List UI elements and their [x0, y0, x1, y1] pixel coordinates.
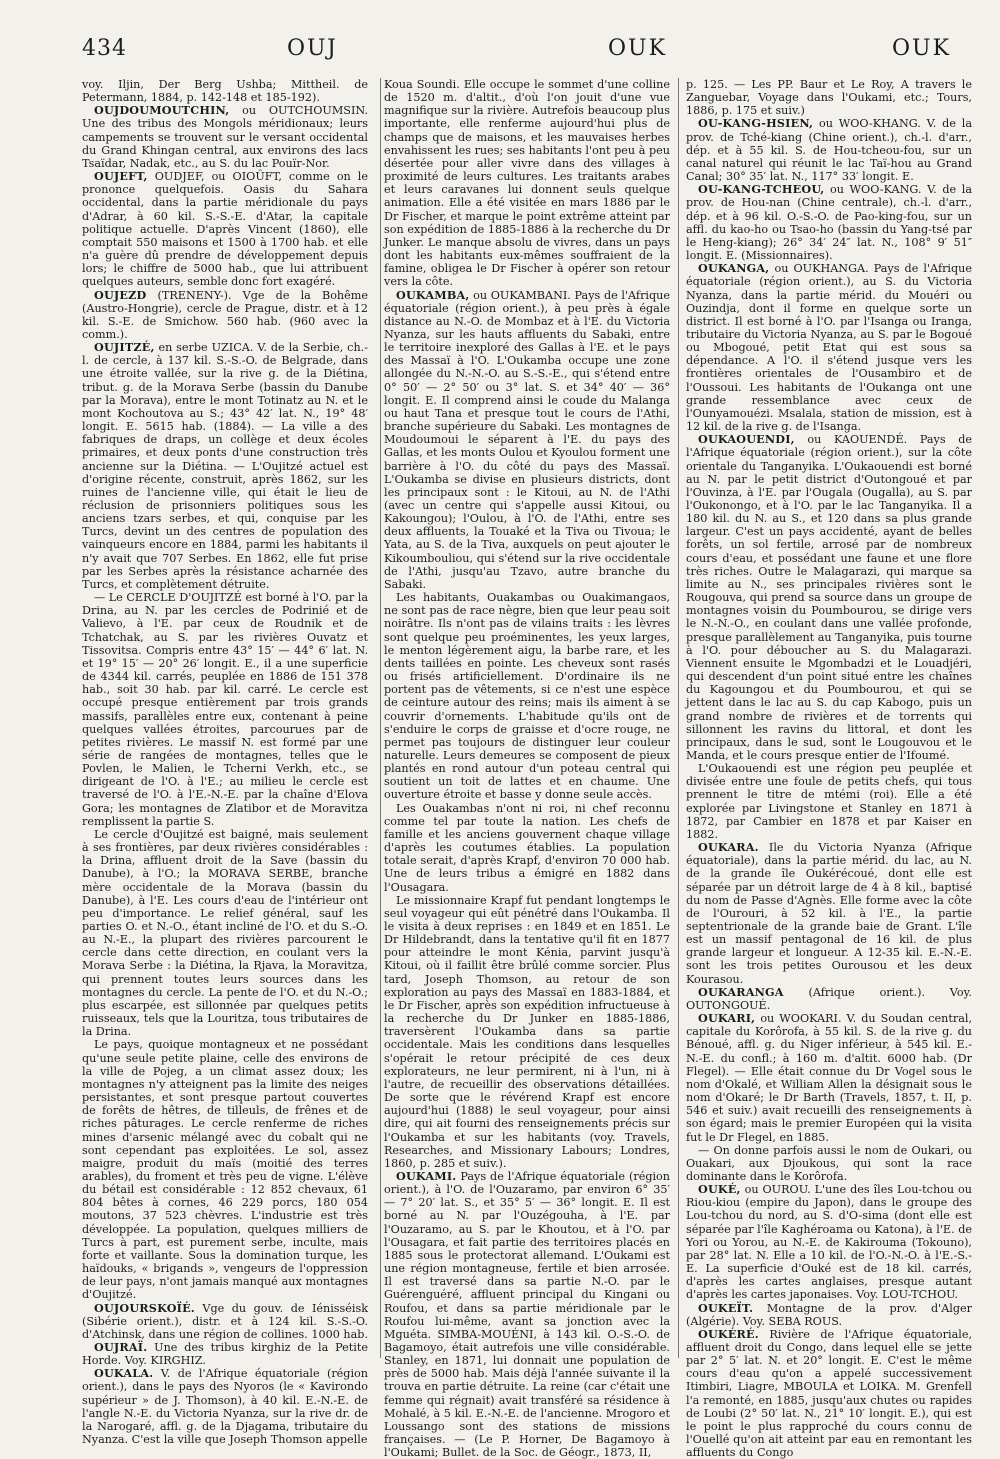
entry-paragraph [686, 1144, 972, 1183]
dictionary-entry [82, 289, 368, 342]
entry-text: L'Oukaouendi est une région peu peuplée et divisée entre une foule de petits chefs, qui tous prennent le titre de mtémi (roi). Elle a été explorée par Livingstone et Stanley en 1871 à 1872, par Cambier en 1878 et par Kaiser en 1882. [686, 762, 972, 841]
entry-text: Koua Soundi. Elle occupe le sommet d'une colline de 1520 m. d'altit., d'où l'on jouit d'une vue magnifique sur la rivière. Autrefois beaucoup plus importante, elle renferme aujourd'hui plus de champs que de maisons, et les mauvaises herbes envahissent les rues; ses habitants l'ont peu à peu désertée pour aller vivre dans des villages à proximité de leurs cultures. Les traitants arabes et leurs caravanes lui donnent seuls quelque animation. Elle a été visitée en mars 1886 par le Dr Fischer, et marque le point extrême atteint par son expédition de 1885-1886 à la recherche du Dr Junker. Le manque absolu de vivres, dans un pays dont les habitants eux-mêmes souffraient de la famine, obligea le Dr Fischer à opérer son retour vers la côte. [384, 78, 670, 289]
column-1 [82, 78, 369, 1447]
entry-text: Les habitants, Ouakambas ou Ouakimangaos, ne sont pas de race nègre, bien que leur peau soit noirâtre. Ils n'ont pas de vilains traits : les lèvres sont quelque peu proéminentes, les yeux larges, le menton légèrement aigu, la barbe rare, et les dents taillées en pointe. Les cheveux sont rasés ou frisés artificiellement. D'ordinaire ils ne portent pas de vêtements, si ce n'est une espèce de ceinture autour des reins; mais ils aiment à se couvrir d'ornements. L'habitude qu'ils ont de s'enduire le corps de graisse et d'ocre rouge, ne permet pas toujours de distinguer leur couleur naturelle. Leurs demeures se composent de pieux plantés en rond autour d'un poteau central qui soutient un toit de lattes et en chaume. Une ouverture étroite et basse y donne seule accès. [384, 591, 670, 802]
entry-text: OUDJEF, ou OIOÛFT, comme on le prononce quelquefois. Oasis du Sahara occidental, dans la partie méridionale du pays d'Adrar, à 60 kil. S.-S.-E. d'Atar, la capitale politique actuelle. D'après Vincent (1860), elle comptait 550 maisons et 1500 à 1700 hab. et elle n'a guère dû prendre de développement depuis lors; le chiffre de 5000 hab., que lui attribuent quelques auteurs, semble donc fort exagéré. [82, 170, 369, 289]
entry-headword: OU-KANG-TCHEOU, [698, 182, 825, 197]
entry-text: ou OUKAMBANI. Pays de l'Afrique équatoriale (région orient.), à peu près à égale distance au N.-O. de Mombaz et à l'E. du Victoria Nyanza, sur les hauts affluents du Sabaki, entre le territoire inexploré des Gallas à l'E. et le pays des Massaï à l'O. L'Oukamba occupe une zone allongée du N.-N.-O. au S.-S.-E., qui s'étend entre 0° 50′ — 2° 50′ ou 3° lat. S. et 34° 40′ — 36° longit. E. Il comprend ainsi le coude du Malanga ou haut Tana et presque tout le cours de l'Athi, branche supérieure du Sabaki. Les montagnes de Moudoumoui le séparent à l'E. du pays des Gallas, et les monts Oulou et Kyoulou forment une barrière à l'O. du côté du pays des Massaï. L'Oukamba se divise en plusieurs districts, dont les principaux sont : le Kitoui, au N. de l'Athi (avec un centre qui s'appelle aussi Kitoui, ou Kakoungou); l'Oulou, à l'O. de l'Athi, entre ses deux affluents, la Touaké et la Tiva ou Tivoua; le Yata, au S. de la Tiva, auxquels on peut ajouter le Kikoumbouliou, qui s'étend sur la rive occidentale de l'Athi, jusqu'au Tzavo, autre branche du Sabaki. [384, 288, 670, 591]
dictionary-entry [686, 262, 972, 433]
dictionary-entry [82, 1302, 368, 1341]
dictionary-entry [384, 1170, 670, 1459]
running-header [82, 36, 962, 72]
entry-text: Ile du Victoria Nyanza (Afrique équatoriale), dans la partie mérid. du lac, au N. de la grande île Oukérécoué, dont elle est séparée par un détroit large de 4 à 8 kil., baptisé du nom de Passe d'Agnès. Elle forme avec la côte de l'Ourouri, à 52 kil. à l'E., la partie septentrionale de la grande baie de Grant. L'île est un massif pentagonal de 16 kil. de plus grande largeur et longueur. A 12-35 kil. E.-N.-E. sont les trois petites Ourousou et les deux Kourasou. [686, 841, 972, 986]
entry-paragraph [384, 894, 670, 1170]
dictionary-entry [686, 986, 972, 1012]
entry-text: Les Ouakambas n'ont ni roi, ni chef reconnu comme tel par toute la nation. Les chefs de famille et les anciens gouvernent chaque village d'après les coutumes établies. La population totale serait, d'après Krapf, d'environ 70 000 hab. Une de leurs tribus a émigré en 1882 dans l'Ousagara. [384, 801, 670, 894]
entry-paragraph [384, 802, 670, 894]
entry-text: — Le CERCLE D'OUJITZÉ est borné à l'O. par la Drina, au N. par les cercles de Podrinié et de Valievo, à l'E. par ceux de Roudnik et de Tchatchak, au S. par les rivières Ouvatz et Tissovitsa. Compris entre 43° 15′ — 44° 6′ lat. N. et 19° 15′ — 20° 26′ longit. E., il a une superficie de 4344 kil. carrés, peuplée en 1886 de 151 378 hab., soit 30 hab. par kil. carré. Le cercle est occupé presque entièrement par trois grands massifs, parallèles entre eux, contenant à peine quelques vallées étroites, parcourues par de petites rivières. Le massif N. est formé par une série de rangées de montagnes, telles que le Povlen, le Malien, le Tcherni Verkh, etc., se dirigeant de l'O. à l'E.; au milieu le cercle est traversé de l'O. à l'E.-N.-E. par la chaîne d'Elova Gora; les montagnes de Zlatibor et de Moravitza remplissent la partie S. [82, 591, 368, 828]
entry-headword: OUKÉRÉ. [698, 1326, 759, 1341]
entry-headword: OUKARANGA [698, 984, 784, 999]
dictionary-entry [384, 289, 670, 592]
entry-text: Rivière de l'Afrique équatoriale, affluent droit du Congo, dans lequel elle se jette par 2° 5′ lat. N. et 20° longit. E. C'est le même cours d'eau qu'on a appelé successivement Itimbiri, Liagre, MBOULA et LOIKA. M. Grenfell l'a remonté, en 1885, jusqu'aux chutes ou rapides de Loubi (2° 50′ lat. N., 21° 10′ longit. E.), qui est le point le plus rapproché du cours connu de l'Ouellé qu'on ait atteint par eau en remontant les affluents du Congo [686, 1327, 972, 1459]
entry-text: Le pays, quoique montagneux et ne possédant qu'une seule petite plaine, celle des environs de la ville de Pojeg, a un climat assez doux; les montagnes n'y atteignent pas la limite des neiges persistantes, et sont presque partout couvertes de forêts de hêtres, de tilleuls, de frênes et de riches pâturages. Le cercle renferme de riches mines d'arsenic mélangé avec du cobalt qui ne sont cependant pas exploitées. Le sol, assez maigre, produit du maïs (moitié des terres arables), du froment et très peu de vigne. L'élève du bétail est considérable : 12 852 chevaux, 61 804 bêtes à cornes, 46 229 porcs, 180 054 moutons, 37 523 chèvres. L'industrie est très développée. La population, quelques milliers de Turcs à part, est purement serbe, inculte, mais forte et vaillante. Sous la domination turque, les haïdouks, « brigands », vengeurs de l'oppression de leur pays, n'ont jamais manqué aux montagnes d'Oujitzé. [82, 1038, 368, 1302]
entry-text: p. 125. — Les PP. Baur et Le Roy, A travers le Zanguebar, Voyage dans l'Oukami, etc.; Tours, 1886, p. 175 et suiv.) [686, 78, 972, 118]
dictionary-entry [686, 433, 972, 762]
dictionary-entry [686, 183, 972, 262]
column-3 [686, 78, 973, 1459]
entry-text: (TRENENY-). Vge de la Bohême (Austro-Hongrie), cercle de Prague, distr. et à 12 kil. S.-E. de Smichow. 560 hab. (960 avec la comm.). [82, 288, 368, 341]
entry-text: voy. Iljin, Der Berg Ushba; Mittheil. de Petermann, 1884, p. 142-148 et 185-192). [82, 78, 368, 105]
entry-text: — On donne parfois aussi le nom de Oukari, ou Ouakari, aux Djoukous, qui sont la race dominante dans le Korôrofa. [686, 1143, 972, 1183]
dictionary-entry [686, 1302, 972, 1328]
entry-text: en serbe UZICA. V. de la Serbie, ch.-l. de cercle, à 137 kil. S.-S.-O. de Belgrade, dans une étroite vallée, sur la rive g. de la Diétina, tribut. g. de la Morava Serbe (bassin du Danube par la Morava), entre le mont Totinatz au N. et le mont Kochoutova au S.; 43° 42′ lat. N., 19° 48′ longit. E. 5615 hab. (1884). — La ville a des fabriques de draps, un collège et deux écoles primaires, et deux ponts d'une construction très ancienne sur la Diétina. — L'Oujitzé actuel est d'origine récente, construit, après 1862, sur les ruines de l'ancienne ville, qui était le lieu de réclusion de prisonniers politiques sous les anciens tzars serbes, et qui, conquise par les Turcs, devint un des centres de population des vainqueurs encore en 1884, parmi les habitants il n'y avait que 707 Serbes. En 1862, elle fut prise par les Serbes après la résistance acharnée des Turcs, et complètement détruite. [82, 341, 368, 591]
entry-paragraph [384, 591, 670, 802]
entry-text: ou KAOUENDÉ. Pays de l'Afrique équatoriale (région orient.), sur la côte orientale du Tanganyika. L'Oukaouendi est borné au N. par le petit district d'Outongoué et par l'Ouvinza, à l'E. par l'Ougala (Ougalla), au S. par l'Oukonongo, et à l'O. par le lac Tanganyika. Il a 180 kil. du N. au S., et 120 dans sa plus grande largeur. C'est un pays accidenté, ayant de belles forêts, un sol fertile, arrosé par de nombreux cours d'eau, et possédant une faune et une flore très riches. Outre le Malagarazi, qui marque sa limite au N., ses principales rivières sont le Rougouva, qui prend sa source dans un groupe de montagnes voisin du Poumbourou, se dirige vers le N.-N.-O., en coulant dans une vallée profonde, presque parallèlement au Tanganyika, puis tourne à l'O. pour déboucher au S. du Malagarazi. Viennent ensuite le Mgombadzi et le Louadjéri, qui descendent d'un point situé entre les chaînes du Kagoungou et du Poumbourou, et qui se jettent dans le lac au S. du cap Kabogo, puis un grand nombre de rivières et de torrents qui sillonnent les ravins du littoral, et dont les principaux, dans le sud, sont le Lougouvou et le Manda, et le cours presque entier de l'Ifoumé. [686, 433, 972, 762]
dictionary-entry [686, 117, 972, 183]
entry-headword: OUKARI, [698, 1011, 756, 1026]
entry-headword: OUKARA. [698, 840, 759, 855]
dictionary-entry [82, 104, 368, 170]
entry-text: ou OUTCHOUMSIN. Une des tribus des Mongols méridionaux; leurs campements se trouvent sur le versant occidental du Grand Khingan central, aux environs des lacs Tsaïdar, Nadak, etc., au S. du lac Pouïr-Nor. [82, 104, 368, 170]
dictionary-entry [686, 1183, 972, 1301]
entry-text: Pays de l'Afrique équatoriale (région orient.), à l'O. de l'Ouzaramo, par environ 6° 35′ — 7° 20′ lat. S., et 35° 5′ — 36° longit. E. Il est borné au N. par l'Ouzégouha, à l'E. par l'Ouzaramo, au S. par le Khoutou, et à l'O. par l'Ousagara, et fait partie des territoires placés en 1885 sous le protectorat allemand. L'Oukami est une région montagneuse, fertile et bien arrosée. Il est traversé dans sa partie N.-O. par le Guérenguéré, affluent principal du Kingani ou Roufou, et dans sa partie méridionale par le Roufou lui-même, avant sa jonction avec la Mguéta. SIMBA-MOUÉNI, à 143 kil. O.-S.-O. de Bagamoyo, était autrefois une ville considérable. Stanley, en 1871, lui donnait une population de près de 5000 hab. Mais déjà l'année suivante il la trouva en partie détruite. La reine (car c'était une femme qui régnait) avait transféré sa résidence à Mohalé, à 5 kil. E.-N.-E. de l'ancienne. Mrogoro et Loussango sont des stations de missions françaises. — (Le P. Horner, De Bagamoyo à l'Oukami; Bullet. de la Soc. de Géogr., 1873, II, [384, 1169, 670, 1459]
dictionary-entry [82, 170, 368, 288]
entry-text: Le missionnaire Krapf fut pendant longtemps le seul voyageur qui eût pénétré dans l'Oukamba. Il le visita à deux reprises : en 1849 et en 1851. Le Dr Hildebrandt, dans la tentative qu'il fit en 1877 pour atteindre le mont Kénia, parvint jusqu'à Kitoui, où il faillit être brûlé comme sorcier. Plus tard, Joseph Thomson, au retour de son exploration au pays des Massaï en 1883-1884, et le Dr Fischer, après son expédition infructueuse à la recherche du Dr Junker en 1885-1886, traversèrent l'Oukamba dans sa partie occidentale. Mais les conditions dans lesquelles s'opérait le retour précipité de ces deux explorateurs, ne leur permirent, ni à l'un, ni à l'autre, de recueillir des observations détaillées. De sorte que le révérend Krapf est encore aujourd'hui (1888) le seul voyageur, pour ainsi dire, qui ait fourni des renseignements précis sur l'Oukamba et sur les habitants (voy. Travels, Researches, and Missionary Labours; Londres, 1860, p. 285 et suiv.). [384, 893, 670, 1170]
entry-paragraph [82, 78, 368, 104]
entry-text: Le cercle d'Oujitzé est baigné, mais seulement à ses frontières, par deux rivières considérables : la Drina, affluent droit de la Save (bassin du Danube), à l'O.; la MORAVA SERBE, branche mère occidentale de la Morava (bassin du Danube), à l'E. Les cours d'eau de l'intérieur ont peu d'importance. Le relief général, sauf les parties O. et N.-O., étant incliné de l'O. et du S.-O. au N.-E., la plupart des rivières parcourent le cercle dans cette direction, en coulant vers la Morava Serbe : la Diétina, la Rjava, la Moravitza, qui prennent toutes leurs sources dans les montagnes du cercle. La pente de l'O. et du N.-O.; plus escarpée, est sillonnée par quelques petits ruisseaux, tels que la Louritza, tous tributaires de la Drina. [82, 827, 368, 1039]
entry-text: ou OUROU. L'une des îles Lou-tchou ou Riou-kiou (empire du Japon), dans le groupe des Lou-tchou du nord, au S. d'O-sima (dont elle est séparée par l'île Kaghéroama ou Katona), à l'E. de Yori ou Yorou, au N.-E. de Kakirouma (Tokouno), par 28° lat. N. Elle a 10 kil. de l'O.-N.-O. à l'E.-S.-E. La superficie d'Ouké est de 18 kil. carrés, d'après les cartes anglaises, presque autant d'après les cartes japonaises. Voy. LOU-TCHOU. [686, 1183, 972, 1302]
entry-headword: OUKANGA, [698, 261, 770, 276]
entry-headword: OU-KANG-HSIEN, [698, 116, 814, 131]
dictionary-entry [82, 341, 368, 591]
entry-text: ou WOOKARI. V. du Soudan central, capitale du Korôrofa, à 55 kil. S. de la rive g. du Bénoué, affl. g. du Niger inférieur, à 545 kil. E.-N.-E. du confl.; à 160 m. d'altit. 6000 hab. (Dr Flegel). — Elle était connue du Dr Vogel sous le nom d'Okalé, et William Allen la désignait sous le nom d'Okaré; le Dr Barth (Travels, 1857, t. II, p. 546 et suiv.) avait recueilli des renseignements à son égard; mais le premier Européen qui la visita fut le Dr Flegel, en 1885. [686, 1012, 973, 1144]
dictionary-entry [686, 1328, 972, 1459]
entry-headword: OUJEFT, [94, 169, 148, 184]
text-columns [82, 78, 973, 1459]
header-word-right: OUK [892, 36, 952, 61]
entry-headword: OUJITZÉ, [94, 340, 155, 355]
entry-text: Montagne de la prov. d'Alger (Algérie). Voy. SEBA ROUS. [686, 1301, 972, 1328]
entry-text: ou WOO-KHANG. V. de la prov. de Tché-kiang (Chine orient.), ch.-l. d'arr., dép. et à 55 kil. S. de Hou-tcheou-fou, sur un canal naturel qui réunit le lac Taï-hou au Grand Canal; 30° 35′ lat. N., 117° 33′ longit. E. [686, 117, 973, 184]
entry-paragraph [82, 591, 368, 828]
entry-paragraph [82, 828, 368, 1039]
entry-text: Vge du gouv. de Iénisséisk (Sibérie orient.), distr. et à 124 kil. S.-S.-O. d'Atchinsk, dans une région de collines. 1000 hab. [82, 1301, 369, 1341]
entry-headword: OUJOURSKOÏÉ. [94, 1300, 195, 1315]
entry-text: ou WOO-KANG. V. de la prov. de Hou-nan (Chine centrale), ch.-l. d'arr., dép. et à 96 kil. O.-S.-O. de Pao-king-fou, sur un affl. du kao-ho ou Tsao-ho (bassin du Yang-tsé par le Heng-kiang); 26° 34′ 24″ lat. N., 108° 9′ 51″ longit. E. (Missionnaires). [686, 183, 972, 263]
dictionary-entry [686, 841, 972, 986]
entry-headword: OUKEÏT. [698, 1300, 754, 1315]
entry-paragraph [686, 78, 972, 117]
entry-text: ou OUKHANGA. Pays de l'Afrique équatoriale (région orient.), au S. du Victoria Nyanza, dans la partie mérid. du Mouéri ou Ouzindja, dont il forme en quelque sorte un district. Il est borné à l'O. par l'Isanga ou Iranga, tributaire du Victoria Nyanza, au S. par le Bogoué ou Mbogoué, petit Etat qui est sous sa dépendance. A l'O. il s'étend jusque vers les frontières orientales de l'Ousambiro et de l'Oussoui. Les habitants de l'Oukanga ont une grande ressemblance avec ceux de l'Ounyamouézi. Msalala, station de mission, est à 12 kil. de la rive g. de l'Isanga. [686, 262, 972, 434]
header-word-center: OUK [608, 36, 668, 61]
entry-text: Une des tribus kirghiz de la Petite Horde. Voy. KIRGHIZ. [82, 1341, 368, 1368]
entry-paragraph [82, 1038, 368, 1301]
dictionary-entry [686, 1012, 972, 1144]
entry-headword: OUKALA. [94, 1366, 154, 1381]
entry-headword: OUKAMI. [396, 1168, 457, 1183]
dictionary-entry [82, 1341, 368, 1367]
column-2 [384, 78, 670, 1459]
entry-paragraph [384, 78, 670, 289]
entry-headword: OUJEZD [94, 287, 147, 302]
entry-headword: OUKAMBA, [396, 287, 470, 302]
page-number: 434 [82, 36, 127, 61]
entry-headword: OUJRAÏ. [94, 1340, 148, 1354]
entry-headword: OUKÉ, [698, 1182, 741, 1197]
entry-paragraph [686, 762, 972, 841]
entry-headword: OUKAOUENDI, [698, 432, 795, 447]
entry-headword: OUJDOUMOUTCHIN, [94, 103, 230, 118]
header-word-left: OUJ [287, 36, 338, 61]
entry-text: (Afrique orient.). Voy. OUTONGOUÉ. [686, 985, 972, 1012]
dictionary-entry [82, 1367, 368, 1446]
entry-text: V. de l'Afrique équatoriale (région orient.), dans le pays des Nyoros (le « Kavirondo supérieur » de J. Thomson), à 40 kil. E.-N.-E. de l'angle N.-E. du Victoria Nyanza, sur la rive dr. de la Narogaré, affl. g. de la Djagama, tributaire du Nyanza. C'est la ville que Joseph Thomson appelle [82, 1367, 368, 1447]
